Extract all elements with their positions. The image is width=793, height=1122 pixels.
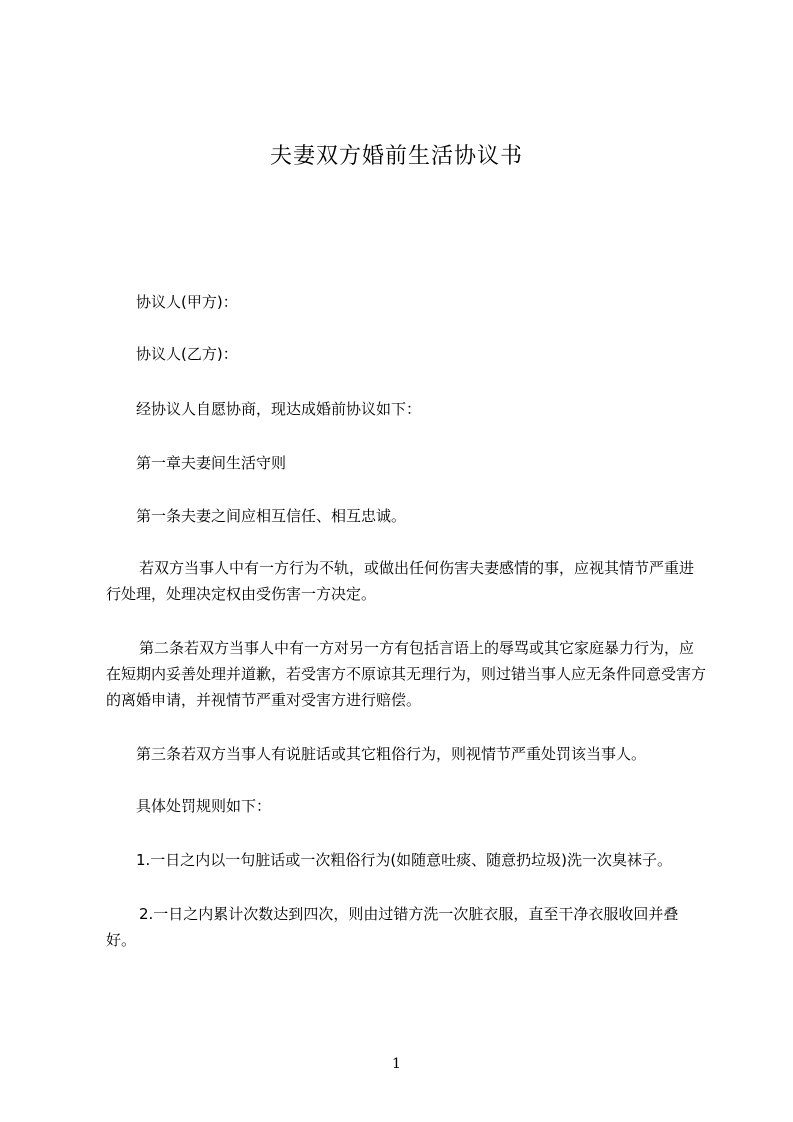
party-a-line: 协议人(甲方)： bbox=[136, 293, 238, 311]
penalty-rule-2: 2.一日之内累计次数达到四次，则由过错方洗一次脏衣服，直至干净衣服收回并叠好。 bbox=[106, 905, 679, 949]
page-number: 1 bbox=[392, 1056, 401, 1072]
penalty-rules-heading: 具体处罚规则如下： bbox=[136, 797, 272, 815]
article-3-paragraph: 第三条若双方当事人有说脏话或其它粗俗行为，则视情节严重处罚该当事人。 bbox=[136, 745, 647, 763]
article-1-paragraph: 第一条夫妻之间应相互信任、相互忠诚。 bbox=[136, 507, 407, 525]
chapter-heading: 第一章夫妻间生活守则 bbox=[136, 454, 287, 472]
preamble-paragraph: 经协议人自愿协商，现达成婚前协议如下： bbox=[136, 400, 422, 418]
party-b-line: 协议人(乙方)： bbox=[136, 345, 238, 363]
document-title: 夫妻双方婚前生活协议书 bbox=[269, 144, 523, 169]
article-2-paragraph: 第二条若双方当事人中有一方对另一方有包括言语上的辱骂或其它家庭暴力行为，应在短期内妥善处理并道歉，若受害方不原谅其无理行为，则过错当事人应无条件同意受害方的离婚申请，并视情节严重对受害方进行赔偿。 bbox=[106, 639, 707, 709]
article-1-detail-paragraph: 若双方当事人中有一方行为不轨，或做出任何伤害夫妻感情的事，应视其情节严重进行处理，处理决定权由受伤害一方决定。 bbox=[106, 559, 695, 603]
penalty-rule-1: 1.一日之内以一句脏话或一次粗俗行为(如随意吐痰、随意扔垃圾)洗一次臭袜子。 bbox=[136, 851, 673, 869]
